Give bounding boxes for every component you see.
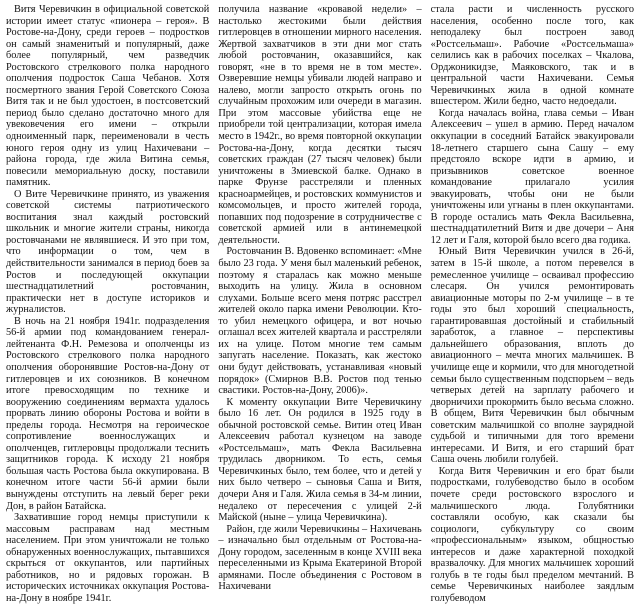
paragraph: О Вите Черевичкине принято, из уважения советской системы патриотического воспитания знал каждый ростовский школьник и многие жители страны, никогда ростовчанами не являвшиеся. И это при том, что информации о том, чем в действительности занимался в период боев за Ростов и последующей оккупации шестнадцатилетний ростовчанин, практически нет в доступе историков и журналистов. <box>6 188 210 316</box>
paragraph: Когда началась война, глава семьи – Иван Алексеевич – ушел в армию. Перед началом оккупации в соседний Батайск эвакуировали 18-летнего старшего сына Сашу – ему предстояло вскоре идти в армию, и призывников советское военное командование прилагало усилия эвакуировать, чтобы они не были уничтожены или угнаны в плен оккупантами. В городе остались мать Фекла Васильевна, шестнадцатилетний Витя и две дочери – Аня 12 лет и Галя, которой было всего два годика. <box>430 107 634 246</box>
paragraph: получила название «кровавой недели» – настолько жестокими были действия гитлеровцев в отношении мирного населения. Жертвой захватчиков в эти дни мог стать любой ростовчанин, оказавшийся, как говорят, «не в то время не в том месте». Озверевшие немцы убивали людей направо и налево, могли запросто открыть огонь по случайным прохожим или очереди в магазин. При этом массовые убийства еще не приобрели той централизации, которая имела место в 1942г., во время повторной оккупации Ростова-на-Дону, когда десятки тысяч советских граждан (27 тысяч человек) были уничтожены в Змиевской балке. Однако в парке Фрунзе расстреляли и пленных красноармейцев, и ростовских коммунистов и комсомольцев, и просто жителей города, попавших под подозрение в сотрудничестве с советской армией или в антинемецкой деятельности. <box>218 4 422 246</box>
paragraph: Юный Витя Черевичкин учился в 26-й, затем в 15-й школе, а потом перевелся в ремесленное училище – осваивал профессию слесаря. Он учился ремонтировать авиационные моторы по 2-м училище – в те годы это был хороший специальность, гарантировавшая достойный и стабильный заработок, а главное – перспективы дальнейшего образования, вплоть до авиационного – мечта многих мальчишек. В училище еще и кормили, что для многодетной семьи было существенным подспорьем – ведь четверых детей на зарплату рабочего и дворничихи прокормить было весьма сложно. В общем, Витя Черевичкин был обычным советским мальчишкой со вполне заурядной судьбой и типичными для того времени интересами. И Витя, и его старший брат Саша очень любили голубей. <box>430 246 634 466</box>
text-column-3 <box>430 4 634 604</box>
paragraph: Ростовчанин В. Вдовенко вспоминает: «Мне было 23 года. У меня был маленький ребенок, поэтому я старалась как можно меньше выходить на улицу. Жила в основном слухами. Больше всего меня потряс расстрел жителей около парка имени Революции. Кто-то убил немецкого офицера, и вот ночью оглашал всех жителей квартала и расстреляли их на улице. Потом многие тем самым запугать население. Показать, как жестоко они будут действовать, устанавливая «новый порядок» (Смирнов В.В. Ростов под тенью свастики. Ростов-на-Дону, 2006)». <box>218 246 422 397</box>
text-column-1 <box>6 4 210 604</box>
paragraph: Витя Черевичкин в официальной советской истории имеет статус «пионера – героя». В Ростове-на-Дону, среди героев – подростков он самый знаменитый и популярный, даже более популярный, чем разведчик Ростовского стрелкового полка народного ополчения подросток Саша Чебанов. Хотя посмертного звания Герой Советского Союза Витя так и не был удостоен, в постсоветский период было сделано достаточно много для увековечения его имени – открыли одноименный парк, переименовали в честь юного героя одну из улиц Нахичевани – района города, где жила Витина семья, повесили мемориальную доску, поставили памятник. <box>6 4 210 189</box>
text-column-2 <box>218 4 422 593</box>
paragraph: В ночь на 21 ноября 1941г. подразделения 56-й армии под командованием генерал-лейтенанта Ф.Н. Ремезова и ополченцы из Ростовского стрелкового полка народного ополчения оборонявшие Ростов-на-Дону от гитлеровцев и их союзников. В конечном итоге превосходящим по технике и вооружению соединениям вермахта удалось прорвать линию обороны Ростова и войти в пределы города. Несмотря на героическое сопротивление военнослужащих и ополченцев, гитлеровцы продолжали теснить защитников города. К исходу 21 ноября большая часть Ростова была оккупирована. В конечном итоге части 56-й армии были вынуждены отступить на левый берег реки Дон, в район Батайска. <box>6 315 210 512</box>
paragraph: К моменту оккупации Вите Черевичкину было 16 лет. Он родился в 1925 году в обычной ростовской семье. Витин отец Иван Алексеевич работал кузнецом на заводе «Ростсельмаш», мать Фекла Васильевна трудилась дворником. То есть, семья Черевичкиных было, тем более, что и детей у них было четверо – сыновья Саша и Витя, дочери Аня и Галя. Жила семья в 34-м линии, недалеко от пересечения с улицей 2-й Майской (ныне – улица Черевичкина). <box>218 396 422 524</box>
paragraph: Захватившие город немцы приступили к массовым расправам над местным населением. При этом уничтожали не только обнаруженных военнослужащих, пытавшихся скрыться от оккупантов, или партийных работников, но и рядовых горожан. В исторических источниках оккупация Ростова-на-Дону в ноябре 1941г. <box>6 512 210 604</box>
paragraph: Когда Витя Черевичкин и его брат были подростками, голубеводство было в особом почете среди ростовского взрослого и мальчишеского люда. Голубятники составляли особую, как сказали бы социологи, субкультуру со своим «профессиональным» языком, общностью интересов и даже характерной походкой вразвалочку. Для многих мальчишек хороший голубь в те годы был пределом мечтаний. В семье Черевичкиных наиболее заядлым голубеводом <box>430 465 634 604</box>
paragraph: Район, где жили Черевичкины – Нахичевань – изначально был отдельным от Ростова-на-Дону городом, заселенным в конце XVIII века переселенными из Крыма Екатериной Второй армянами. После объединения с Ростовом в Нахичевани <box>218 523 422 593</box>
paragraph: стала расти и численность русского населения, особенно после того, как неподалеку был построен завод «Ростсельмаш». Рабочие «Ростсельмаша» селились как в рабочих поселках – Чкалова, Орджоникидзе, Маяковского, так и в центральной части Нахичевани. Семья Черевичкиных жила в одной комнате вшестером. Жили бедно, часто недоедали. <box>430 4 634 108</box>
